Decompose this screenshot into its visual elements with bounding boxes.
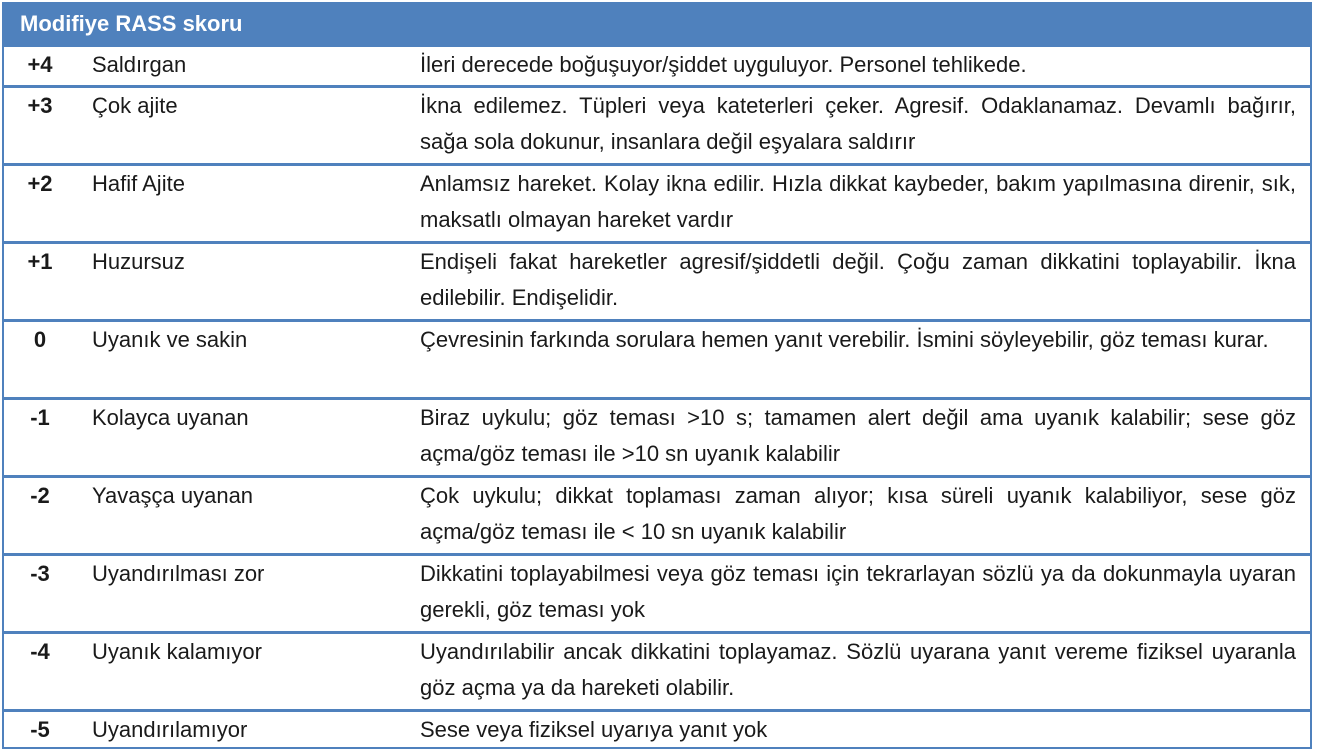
label-cell: Hafif Ajite <box>92 171 185 196</box>
table-row <box>4 319 1310 397</box>
score-cell: 0 <box>33 327 47 352</box>
table-body <box>4 47 1310 747</box>
table-row <box>4 709 1310 747</box>
score-cell: -4 <box>30 639 50 664</box>
rass-table <box>2 2 1312 749</box>
table-row <box>4 85 1310 163</box>
table-row <box>4 553 1310 631</box>
label-cell: Uyandırılması zor <box>92 561 265 586</box>
table-row <box>4 163 1310 241</box>
score-cell: -2 <box>30 483 50 508</box>
score-cell: -3 <box>30 561 50 586</box>
description-cell: Uyandırılabilir ancak dikkatini toplayamaz. Sözlü uyarana yanıt vereme fiziksel uyaranla göz açma ya da hareketi olabilir. <box>420 639 1296 700</box>
table-row <box>4 397 1310 475</box>
description-cell: Çevresinin farkında sorulara hemen yanıt verebilir. İsmini söyleyebilir, göz teması kurar. <box>420 327 1269 352</box>
description-cell: Anlamsız hareket. Kolay ikna edilir. Hızla dikkat kaybeder, bakım yapılmasına direnir, sık, maksatlı olmayan hareket vardır <box>420 171 1296 232</box>
table-row <box>4 631 1310 709</box>
label-cell: Çok ajite <box>92 93 178 118</box>
description-cell: Biraz uykulu; göz teması >10 s; tamamen alert değil ama uyanık kalabilir; sese göz açma/göz teması ile >10 sn uyanık kalabilir <box>420 405 1296 466</box>
table-title: Modifiye RASS skoru <box>4 4 1310 47</box>
table-row <box>4 47 1310 85</box>
score-cell: +1 <box>27 249 53 274</box>
label-cell: Kolayca uyanan <box>92 405 249 430</box>
table-row <box>4 475 1310 553</box>
score-cell: +4 <box>27 52 53 77</box>
description-cell: Çok uykulu; dikkat toplaması zaman alıyor; kısa süreli uyanık kalabiliyor, sese göz açma/göz teması ile < 10 sn uyanık kalabilir <box>420 483 1296 544</box>
description-cell: İleri derecede boğuşuyor/şiddet uyguluyor. Personel tehlikede. <box>420 52 1027 77</box>
table-row <box>4 241 1310 319</box>
score-cell: -1 <box>30 405 50 430</box>
label-cell: Uyanık kalamıyor <box>92 639 262 664</box>
description-cell: Sese veya fiziksel uyarıya yanıt yok <box>420 717 768 742</box>
score-cell: -5 <box>30 717 50 742</box>
description-cell: İkna edilemez. Tüpleri veya kateterleri çeker. Agresif. Odaklanamaz. Devamlı bağırır, sağa sola dokunur, insanlara değil eşyalara saldırır <box>420 93 1296 154</box>
label-cell: Saldırgan <box>92 52 187 77</box>
label-cell: Yavaşça uyanan <box>92 483 254 508</box>
score-cell: +3 <box>27 93 53 118</box>
label-cell: Uyanık ve sakin <box>92 327 248 352</box>
score-cell: +2 <box>27 171 53 196</box>
description-cell: Dikkatini toplayabilmesi veya göz teması için tekrarlayan sözlü ya da dokunmayla uyaran gerekli, göz teması yok <box>420 561 1296 622</box>
label-cell: Uyandırılamıyor <box>92 717 248 742</box>
description-cell: Endişeli fakat hareketler agresif/şiddetli değil. Çoğu zaman dikkatini toplayabilir. İkna edilebilir. Endişelidir. <box>420 249 1296 310</box>
label-cell: Huzursuz <box>92 249 185 274</box>
